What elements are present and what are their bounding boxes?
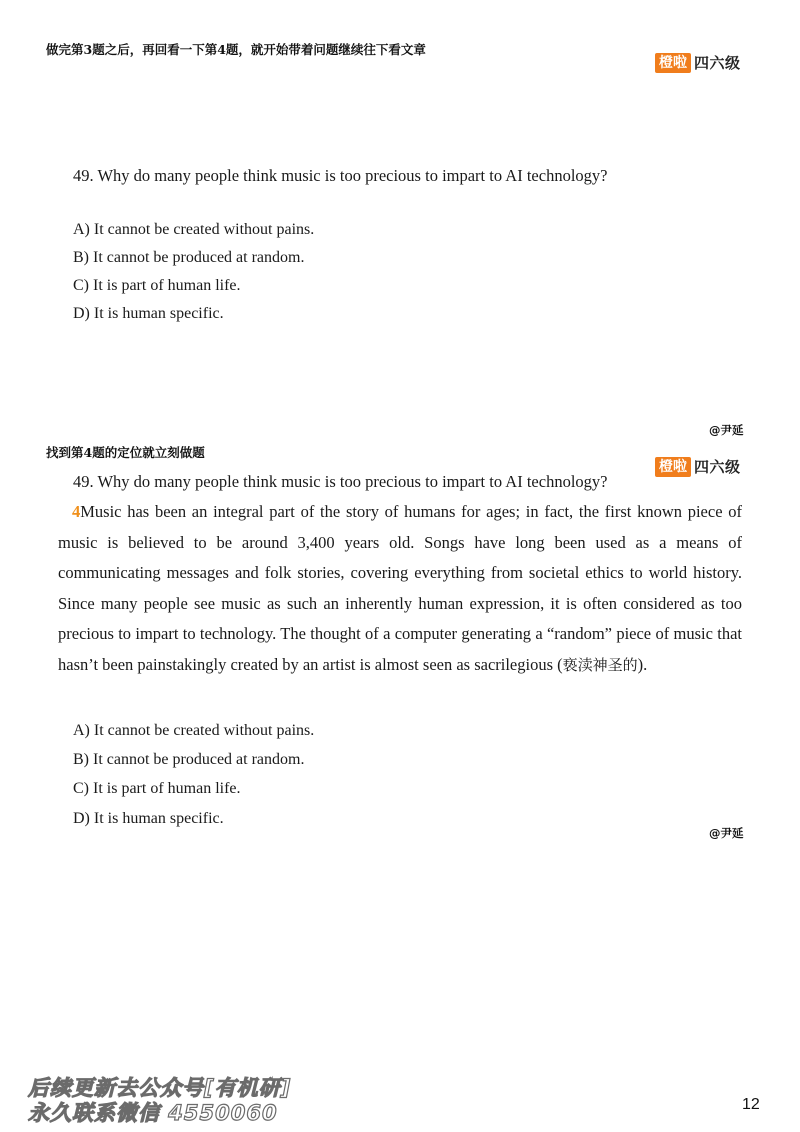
instruction-hint: 做完第3题之后，再回看一下第4题，就开始带着问题继续往下看文章 xyxy=(46,42,426,57)
watermark-line-2: 永久联系微信 4550060 xyxy=(28,1101,278,1125)
watermark-line-1: 后续更新去公众号[有机研] xyxy=(28,1076,292,1100)
option-a: A) It cannot be created without pains. xyxy=(73,722,315,739)
brand-logo xyxy=(655,456,741,477)
brand-tag: 橙啦 xyxy=(655,457,691,477)
paragraph-text: Music has been an integral part of the story of humans for ages; in fact, the first known piece of music is believed to be around 3,400 years old. Songs have long been used as a means of communicating messages and folk stories, covering everything from societal ethics to world history. Since many people see music as such an inherently human expression, it is often considered as too precious to impart to technology. The thought of a computer generating a “random” piece of music that hasn’t been painstakingly created by an artist is almost seen as sacrilegious ( xyxy=(58,502,742,674)
brand-tag: 橙啦 xyxy=(655,53,691,73)
option-b: B) It cannot be produced at random. xyxy=(73,249,305,266)
option-c: C) It is part of human life. xyxy=(73,780,241,797)
option-d: D) It is human specific. xyxy=(73,305,224,322)
brand-logo xyxy=(655,52,741,73)
locate-hint: 找到第4题的定位就立刻做题 xyxy=(46,445,205,460)
question-title: 49. Why do many people think music is too precious to impart to AI technology? xyxy=(73,166,608,185)
option-b: B) It cannot be produced at random. xyxy=(73,751,305,768)
author-signature: @尹延 xyxy=(709,423,744,437)
option-d: D) It is human specific. xyxy=(73,810,224,827)
page-number: 12 xyxy=(742,1096,760,1113)
paragraph-end: ). xyxy=(637,654,648,674)
question-title: 49. Why do many people think music is too precious to impart to AI technology? xyxy=(73,472,608,491)
paragraph-cn-gloss: 亵渎神圣的 xyxy=(562,655,638,674)
brand-level: 四六级 xyxy=(694,54,741,72)
author-signature: @尹延 xyxy=(709,826,744,840)
watermark xyxy=(28,1076,291,1126)
paragraph-number: 4 xyxy=(72,502,81,521)
brand-level: 四六级 xyxy=(694,458,741,476)
option-a: A) It cannot be created without pains. xyxy=(73,221,315,238)
option-c: C) It is part of human life. xyxy=(73,277,241,294)
passage-paragraph xyxy=(58,497,742,681)
